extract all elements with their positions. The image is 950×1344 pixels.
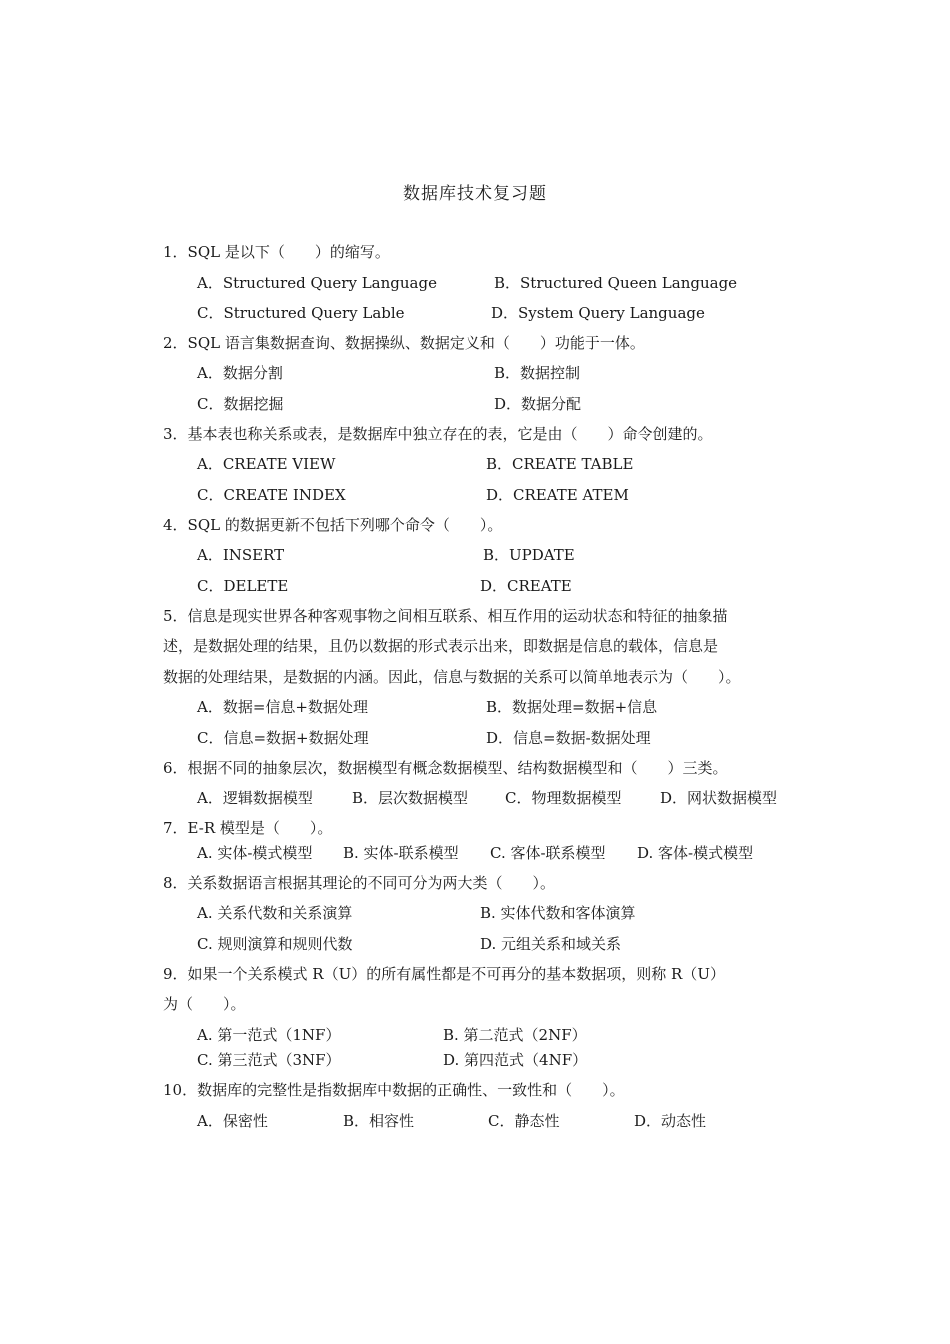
question-7-stem: 7．E-R 模型是（ ）。 bbox=[163, 819, 333, 837]
question-10-option-a: A．保密性 bbox=[197, 1112, 268, 1130]
question-7-option-c: C. 客体-联系模型 bbox=[490, 844, 606, 862]
question-9-option-b: B. 第二范式（2NF） bbox=[443, 1026, 587, 1044]
question-1-option-d: D．System Query Language bbox=[491, 304, 705, 322]
question-3-option-a: A．CREATE VIEW bbox=[197, 455, 336, 473]
question-5-option-b: B．数据处理=数据+信息 bbox=[486, 698, 658, 716]
question-2-option-c: C．数据挖掘 bbox=[197, 395, 284, 413]
question-3-option-c: C．CREATE INDEX bbox=[197, 486, 346, 504]
question-6-option-c: C．物理数据模型 bbox=[505, 789, 622, 807]
question-10-stem: 10．数据库的完整性是指数据库中数据的正确性、一致性和（ ）。 bbox=[163, 1081, 625, 1099]
question-5-stem-line-1: 5．信息是现实世界各种客观事物之间相互联系、相互作用的运动状态和特征的抽象描 bbox=[163, 607, 728, 625]
question-4-option-b: B．UPDATE bbox=[483, 546, 575, 564]
question-7-option-d: D. 客体-模式模型 bbox=[637, 844, 754, 862]
question-8-option-b: B. 实体代数和客体演算 bbox=[480, 904, 636, 922]
question-10-option-c: C．静态性 bbox=[488, 1112, 560, 1130]
question-5-stem-line-3: 数据的处理结果，是数据的内涵。因此，信息与数据的关系可以简单地表示为（ ）。 bbox=[163, 668, 741, 686]
question-1-option-a: A．Structured Query Language bbox=[197, 274, 437, 292]
question-5-option-c: C．信息=数据+数据处理 bbox=[197, 729, 369, 747]
question-5-option-d: D．信息=数据-数据处理 bbox=[486, 729, 651, 747]
question-9-stem-line-2: 为（ ）。 bbox=[163, 995, 246, 1013]
question-8-option-d: D. 元组关系和域关系 bbox=[480, 935, 622, 953]
question-2-option-b: B．数据控制 bbox=[494, 364, 581, 382]
question-8-stem: 8．关系数据语言根据其理论的不同可分为两大类（ ）。 bbox=[163, 874, 556, 892]
question-1-stem: 1．SQL 是以下（ ）的缩写。 bbox=[163, 243, 390, 261]
question-3-stem: 3．基本表也称关系或表，是数据库中独立存在的表，它是由（ ）命令创建的。 bbox=[163, 425, 713, 443]
question-10-option-d: D．动态性 bbox=[634, 1112, 707, 1130]
question-5-stem-line-2: 述，是数据处理的结果，且仍以数据的形式表示出来，即数据是信息的载体，信息是 bbox=[163, 637, 719, 655]
question-2-option-d: D．数据分配 bbox=[494, 395, 582, 413]
question-9-option-a: A. 第一范式（1NF） bbox=[197, 1026, 341, 1044]
question-9-option-d: D. 第四范式（4NF） bbox=[443, 1051, 588, 1069]
question-1-option-b: B．Structured Queen Language bbox=[494, 274, 738, 292]
question-6-option-b: B．层次数据模型 bbox=[352, 789, 469, 807]
question-2-stem: 2．SQL 语言集数据查询、数据操纵、数据定义和（ ）功能于一体。 bbox=[163, 334, 645, 352]
question-5-option-a: A．数据=信息+数据处理 bbox=[197, 698, 368, 716]
question-10-option-b: B．相容性 bbox=[343, 1112, 415, 1130]
question-2-option-a: A．数据分割 bbox=[197, 364, 283, 382]
question-7-option-a: A. 实体-模式模型 bbox=[197, 844, 313, 862]
question-1-option-c: C．Structured Query Lable bbox=[197, 304, 405, 322]
question-3-option-d: D．CREATE ATEM bbox=[486, 486, 629, 504]
question-7-option-b: B. 实体-联系模型 bbox=[343, 844, 459, 862]
question-6-stem: 6．根据不同的抽象层次，数据模型有概念数据模型、结构数据模型和（ ）三类。 bbox=[163, 759, 728, 777]
question-4-stem: 4．SQL 的数据更新不包括下列哪个命令（ ）。 bbox=[163, 516, 503, 534]
question-4-option-c: C．DELETE bbox=[197, 577, 289, 595]
question-4-option-a: A．INSERT bbox=[197, 546, 285, 564]
question-9-stem-line-1: 9．如果一个关系模式 R（U）的所有属性都是不可再分的基本数据项，则称 R（U） bbox=[163, 965, 725, 983]
question-8-option-c: C. 规则演算和规则代数 bbox=[197, 935, 353, 953]
page-title: 数据库技术复习题 bbox=[403, 184, 547, 204]
question-8-option-a: A. 关系代数和关系演算 bbox=[197, 904, 353, 922]
question-9-option-c: C. 第三范式（3NF） bbox=[197, 1051, 341, 1069]
question-6-option-a: A．逻辑数据模型 bbox=[197, 789, 313, 807]
question-3-option-b: B．CREATE TABLE bbox=[486, 455, 634, 473]
question-6-option-d: D．网状数据模型 bbox=[660, 789, 778, 807]
question-4-option-d: D．CREATE bbox=[480, 577, 572, 595]
